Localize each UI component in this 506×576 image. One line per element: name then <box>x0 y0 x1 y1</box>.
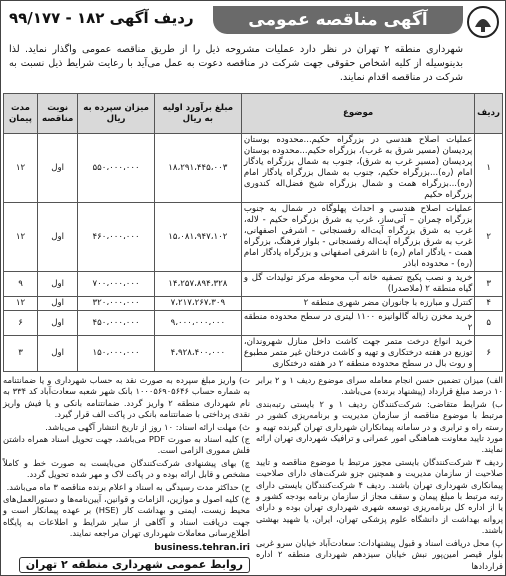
table-row <box>4 336 503 372</box>
signature-line <box>3 557 250 572</box>
conditions-section <box>3 375 503 573</box>
row-subject: عملیات اصلاح هندسی و احداث پهلوگاه در شمال به جنوب بزرگراه چمران – آتی‌ساز، غرب به شرق بزرگراه حکیم - لاله، غرب به شرق بزرگراه آیت‌اله رفسنجانی - اشرفی اصفهانی، غرب به شرق بزرگراه آیت‌اله رفسنجانی - بلوار فرهنگ، بزرگراه همت - یادگار امام (ره) تا اشرفی اصفهانی و بزرگراه یادگار امام (ره) - محدوده اباذر <box>241 203 475 272</box>
row-subject: خرید انواع درخت متمر جهت کاشت داخل منازل شهروندان، توزیع در هفته درختکاری و تهیه و کاشت درختان غیر متمر مطبوع و روت بال در سطح محدوده منطقه ۲ در هفته درختکاری <box>241 336 475 372</box>
row-turn: اول <box>38 297 78 311</box>
col-turn-header: نوبت مناقصه <box>38 94 78 134</box>
col-subject-header: موضوع <box>241 94 475 134</box>
footer-line <box>3 543 250 554</box>
row-subject: خرید و نصب پکیج تصفیه خانه آب محوطه مرکز تولیدات گل و گیاه منطقه ۲ (ملاصدرا) <box>241 272 475 297</box>
row-duration: ۹ <box>4 272 38 297</box>
row-turn: اول <box>38 311 78 336</box>
row-deposit: ۵۵۰،۰۰۰،۰۰۰ <box>78 134 154 203</box>
row-deposit: ۴۶۰،۰۰۰،۰۰۰ <box>78 203 154 272</box>
conditions-right-column <box>256 375 503 573</box>
row-cost: ۴،۹۲۸،۴۰۰،۰۰۰ <box>154 336 241 372</box>
condition-item: چ) بهای پیشنهادی شرکت‌کنندگان می‌بایست به صورت خط و کاملاً مشخص و قابل ارائه بوده و در پاکت لاک و مهر شده تحویل گردد. <box>3 457 250 480</box>
ad-number: ۱۸۲ - ۹۹/۱۷۷ <box>9 9 105 27</box>
condition-item: خ) کلیه اصول و موازین، الزامات و قوانین، آیین‌نامه‌ها و دستورالعمل‌های محیط زیست، ایمنی و بهداشت کار (HSE) بر عهده پیمانکار است و جهت دریافت اسناد و آگاهی از سایر شرایط و اطلاعات به پایگاه اطلاع‌رسانی معاملات شهرداری تهران مراجعه نمایند. <box>3 494 251 539</box>
row-subject: کنترل و مبارزه با جانوران مضر شهری منطقه ۲ <box>241 297 475 311</box>
table-row <box>4 134 503 203</box>
table-header-row <box>4 94 503 134</box>
public-relations-signature: روابط عمومی شهرداری منطقه ۲ تهران <box>19 557 250 572</box>
row-deposit: ۱۵۰،۰۰۰،۰۰۰ <box>78 336 154 372</box>
municipality-logo-icon <box>466 5 500 39</box>
ad-title-banner <box>213 6 463 34</box>
website-link[interactable]: business.tehran.iri <box>154 542 250 553</box>
row-subject: عملیات اصلاح هندسی در بزرگراه حکیم...محدوده بوستان پردیسان (مسیر شرق به غرب)، بزرگراه حکیم...محدوده بوستان پردیسان (مسیر غرب به شرق)، جنوب به شمال بزرگراه یادگار امام (ره)...بزرگراه حکیم، جنوب به شمال بزرگراه یادگار امام (ره)...بزرگراه همت و شمال بزرگراه شیخ فضل‌اله کندوری بزرگراه حکیم <box>241 134 475 203</box>
row-turn: اول <box>38 336 78 372</box>
row-duration: ۱۲ <box>4 297 38 311</box>
row-duration: ۱۲ <box>4 203 38 272</box>
ad-title: آگهی مناقصه عمومی <box>248 10 428 30</box>
row-number: ۶ <box>475 336 503 372</box>
row-duration: ۱۲ <box>4 134 38 203</box>
conditions-left-column <box>3 375 250 573</box>
row-turn: اول <box>38 272 78 297</box>
row-deposit: ۴۵۰،۰۰۰،۰۰۰ <box>78 311 154 336</box>
condition-item: ت) واریز مبلغ سپرده به صورت نقد به حساب شهرداری و یا ضمانتنامه به شماره حساب ۱۰۰۰۵۶۹۰۵۶۴۶ بانک شهر شعبه سعادت‌آباد کد ۳۳۴ به نام شهرداری منطقه ۲ واریز گردد. ضمانتنامه بانکی و یا فیش واریز نقدی پرداختی با ضمانتنامه بانکی در پاکت الف قرار گیرد. <box>3 375 250 420</box>
condition-item: ردیف ۳ شرکت‌کنندگان بایستی مجوز مرتبط با موضوع مناقصه و تایید صلاحیت از سازمان مدیریت و همچنین جزو شرکت‌های دارای صلاحیت پیمانکاری شهرداری تهران باشند. ردیف ۴ شرکت‌کنندگان بایستی دارای رتبه مرتبط با مبلغ پیمان و سقف مجاز از سازمان برنامه بودجه کشور و یا از اداره کل برنامه‌ریزی توسعه شهری شهرداری تهران بوده و دارای پروانه بهداشت از دانشگاه علوم پزشکی تهران، ایران، یا شهید بهشتی باشند. <box>256 456 504 536</box>
row-number: ۲ <box>475 203 503 272</box>
row-cost: ۷،۲۱۷،۲۶۷،۳۰۹ <box>154 297 241 311</box>
row-number: ۳ <box>475 272 503 297</box>
row-deposit: ۷۰۰،۰۰۰،۰۰۰ <box>78 272 154 297</box>
row-turn: اول <box>38 203 78 272</box>
row-number: ۱ <box>475 134 503 203</box>
table-row <box>4 272 503 297</box>
table-row <box>4 297 503 311</box>
condition-item: ح) حداکثر مدت رسیدگی به اسناد و اعلام برنده مناقصه ۳ ماه می‌باشد. <box>6 481 250 492</box>
col-deposit-header: میزان سپرده به ریال <box>78 94 154 134</box>
row-cost: ۹،۰۰۰،۰۰۰،۰۰۰ <box>154 311 241 336</box>
row-number: ۵ <box>475 311 503 336</box>
row-cost: ۱۴،۲۵۷،۸۹۴،۳۲۸ <box>154 272 241 297</box>
condition-item: ب) شرایط متقاضی: شرکت‌کنندگان ردیف ۱ و ۲ بایستی رتبه‌بندی مرتبط با موضوع مناقصه از سازمان مدیریت و برنامه‌ریزی کشور در رسته راه و ترابری و در سامانه پیمانکاران شهرداری تهران گیرنده تهیه و مورد تایید معاونت هماهنگی امور عمرانی و ترافیک شهرداری تهران ارائه نمایند. <box>256 398 503 455</box>
row-subject: خرید مخزن زباله گالوانیزه ۱۱۰۰ لیتری در سطح محدوده منطقه ۲ <box>241 311 475 336</box>
col-cost-header: مبلغ برآورد اولیه به ریال <box>154 94 241 134</box>
ad-number-block <box>9 9 194 27</box>
condition-item: الف) میزان تضمین حسن انجام معامله سرای موضوع ردیف ۱ و ۲ برابر ۱۰ درصد مبلغ قرارداد (پیشنهاد برنده) می‌باشد. <box>256 375 503 397</box>
col-duration-header: مدت پیمان <box>4 94 38 134</box>
condition-item: پ) محل دریافت اسناد و قبول پیشنهادات: سعادت‌آباد خیابان سرو غربی بلوار قیصر امین‌پور نبش خیابان سیزدهم شهرداری منطقه ۲ اداره قراردادها <box>256 537 504 571</box>
row-cost: ۱۵،۰۸۱،۹۴۷،۱۰۲ <box>154 203 241 272</box>
ad-header <box>3 3 503 43</box>
table-row <box>4 203 503 272</box>
row-duration: ۳ <box>4 336 38 372</box>
table-row <box>4 311 503 336</box>
tender-table <box>3 93 503 372</box>
row-cost: ۱۸،۲۹۱،۴۴۵،۰۰۳ <box>154 134 241 203</box>
row-deposit: ۳۲۰،۰۰۰،۰۰۰ <box>78 297 154 311</box>
col-row-header: ردیف <box>475 94 503 134</box>
condition-item: ج) کلیه اسناد به صورت PDF می‌باشد، جهت تحویل اسناد همراه داشتن فلش مموری الزامی است. <box>3 434 250 456</box>
ad-number-label: ردیف آگهی <box>109 9 194 27</box>
row-duration: ۶ <box>4 311 38 336</box>
intro-paragraph: شهرداری منطقه ۲ تهران در نظر دارد عملیات مشروحه ذیل را از طریق مناقصه عمومی واگذار نماید. لذا بدینوسیله از کلیه اشخاص حقوقی جهت شرکت در مناقصه دعوت به عمل می‌آید با رعایت شرایط ذیل نسبت به شرکت در مناقصه اقدام نمایند. <box>9 44 463 83</box>
row-number: ۴ <box>475 297 503 311</box>
condition-item: ث) مهلت ارائه اسناد: ۱۰ روز از تاریخ انتشار آگهی می‌باشد. <box>45 421 250 432</box>
row-turn: اول <box>38 134 78 203</box>
